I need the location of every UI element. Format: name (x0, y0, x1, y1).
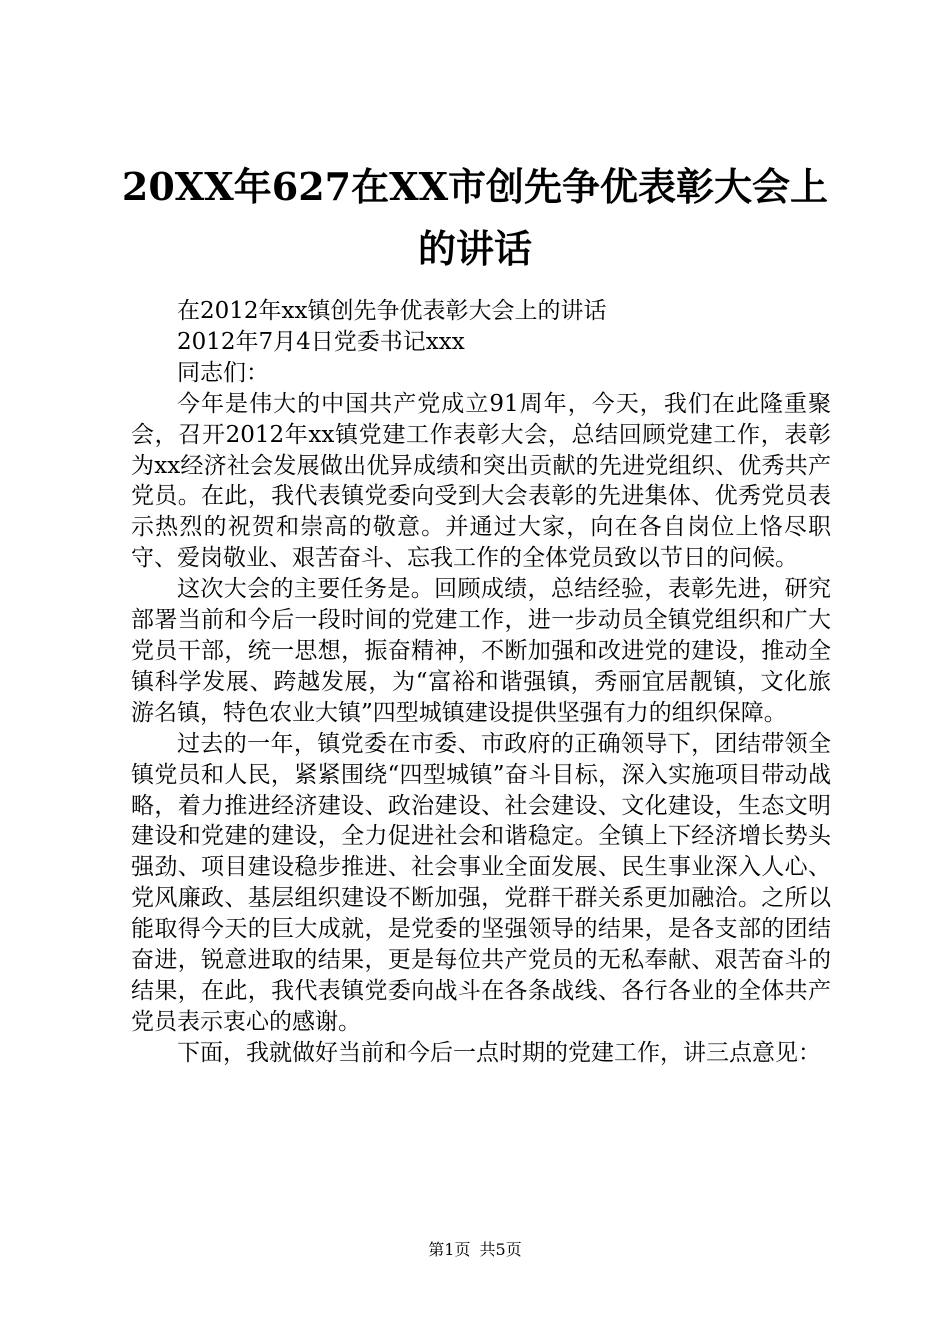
speech-date-line: 2012年7月4日党委书记xxx (177, 328, 465, 355)
body-paragraph: 今年是伟大的中国共产党成立91周年，今天，我们在此隆重聚会，召开2012年xx镇党建工作表彰大会，总结回顾党建工作，表彰为xx经济社会发展做出优异成绩和突出贡献的先进党组织、优秀共产党员。在此，我代表镇党委向受到大会表彰的先进集体、优秀党员表示热烈的祝贺和崇高的敬意。并通过大家，向在各自岗位上恪尽职守、爱岗敬业、艰苦奋斗、忘我工作的全体党员致以节日的问候。 (131, 390, 831, 572)
page-total: 共5页 (479, 1240, 522, 1259)
page-footer (0, 1240, 950, 1260)
document-title: 20XX年627在XX市创先争优表彰大会上的讲话 (121, 164, 829, 271)
body-paragraph: 下面，我就做好当前和今后一点时期的党建工作，讲三点意见： (177, 1039, 821, 1066)
body-paragraph: 过去的一年，镇党委在市委、市政府的正确领导下，团结带领全镇党员和人民，紧紧围绕“四型城镇”奋斗目标，深入实施项目带动战略，着力推进经济建设、政治建设、社会建设、文化建设，生态文明建设和党建的建设，全力促进社会和谐稳定。全镇上下经济增长势头强劲、项目建设稳步推进、社会事业全面发展、民生事业深入人心、党风廉政、基层组织建设不断加强，党群干群关系更加融洽。之所以能取得今天的巨大成就，是党委的坚强领导的结果，是各支部的团结奋进，锐意进取的结果，更是每位共产党员的无私奉献、艰苦奋斗的结果，在此，我代表镇党委向战斗在各条战线、各行各业的全体共产党员表示衷心的感谢。 (131, 730, 831, 1035)
page-number: 第1页 (428, 1240, 471, 1259)
salutation: 同志们： (177, 359, 269, 386)
document-body (131, 296, 831, 1069)
body-paragraph: 这次大会的主要任务是。回顾成绩，总结经验，表彰先进，研究部署当前和今后一段时间的党建工作，进一步动员全镇党组织和广大党员干部，统一思想，振奋精神，不断加强和改进党的建设，推动全镇科学发展、跨越发展，为“富裕和谐强镇，秀丽宜居靓镇，文化旅游名镇，特色农业大镇”四型城镇建设提供坚强有力的组织保障。 (131, 576, 831, 726)
speech-heading: 在2012年xx镇创先争优表彰大会上的讲话 (177, 298, 607, 324)
